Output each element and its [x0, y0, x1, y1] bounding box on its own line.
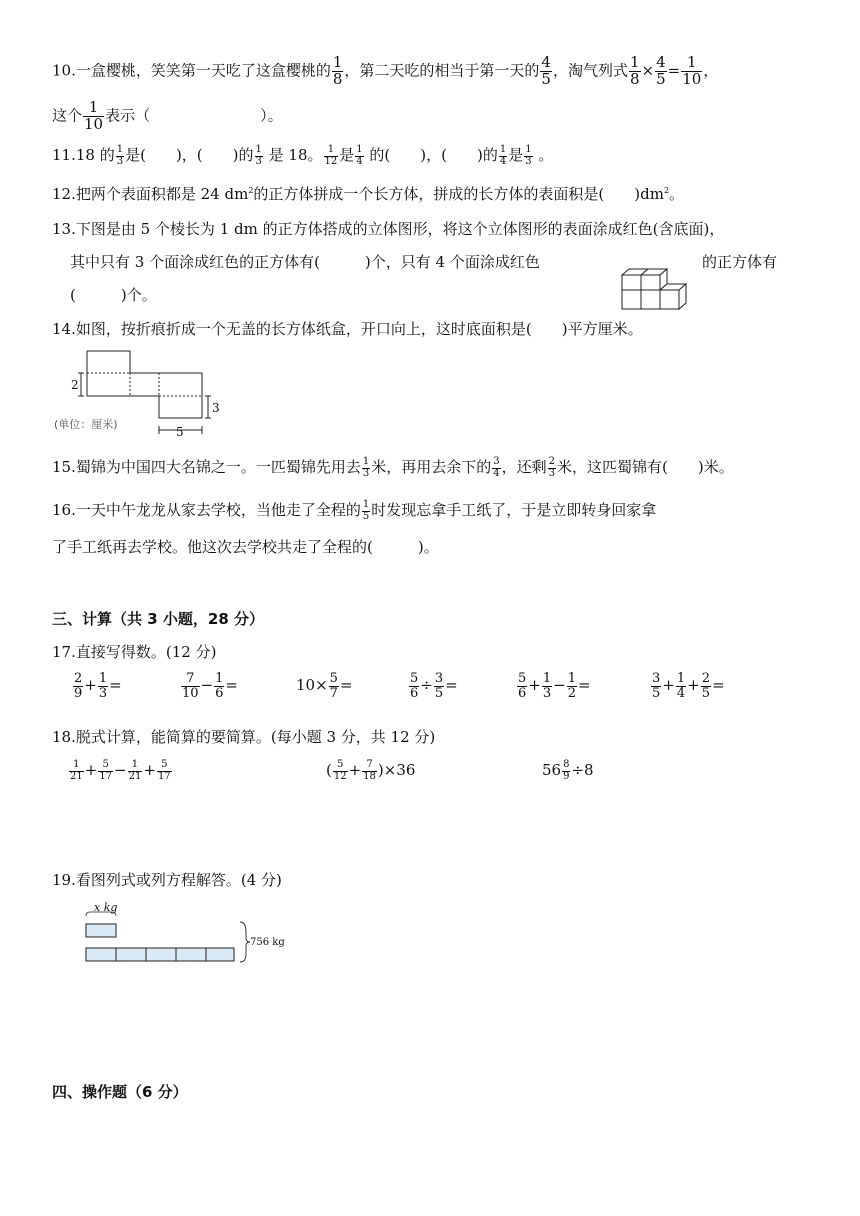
bar-model-figure [80, 898, 300, 968]
fraction: $\frac{1}{10}$ [682, 53, 702, 88]
fraction: $\frac{5}{6}$ [410, 671, 419, 701]
dim-left-label: 2 [71, 378, 79, 392]
fraction: $\frac{2}{3}$ [548, 456, 556, 479]
q12-line: 12.把两个表面积都是 24 $dm^2$的正方体拼成一个长方体，拼成的长方体的表面积是( )$dm^2$。 [52, 185, 685, 203]
fraction: $\frac{4}{5}$ [541, 53, 551, 88]
operator: = [339, 676, 353, 695]
fraction: $\frac{1}{6}$ [215, 671, 224, 701]
operator: + [84, 676, 97, 695]
fraction: $\frac{5}{17}$ [99, 759, 113, 782]
total-label: 756 kg [250, 937, 285, 948]
fraction: $\frac{1}{21}$ [70, 759, 83, 782]
q18-expression-1 [68, 760, 173, 782]
q18-expression-2 [326, 760, 415, 782]
operator: = [578, 676, 591, 695]
section-3-heading: 三、计算（共 3 小题，28 分） [52, 610, 264, 628]
q14-line: 14.如图，按折痕折成一个无盖的长方体纸盒，开口向上，这时底面积是( )平方厘米。 [52, 320, 643, 338]
q17-item [408, 672, 458, 700]
operator: ÷ [420, 676, 433, 695]
fraction: $\frac{1}{3}$ [98, 671, 108, 701]
box-net-figure [52, 346, 227, 442]
operator: − [553, 676, 566, 695]
dim-bottom-label: 5 [176, 425, 184, 439]
fraction: $\frac{3}{4}$ [493, 456, 500, 479]
q16-line1: 16.一天中午龙龙从家去学校，当他走了全程的 $\frac{1}{5}$ 时发现忘拿手工纸了，于是立即转身回家拿 [52, 499, 657, 522]
fraction: $\frac{4}{5}$ [656, 53, 666, 88]
operator: + [662, 676, 675, 695]
operator: = [712, 676, 725, 695]
operator: ( [326, 761, 332, 779]
fraction: $\frac{2}{9}$ [74, 671, 83, 701]
operator: = [109, 676, 122, 695]
fraction: $\frac{1}{4}$ [356, 144, 363, 167]
q18-expression-3 [542, 760, 594, 782]
operator: 56 [542, 761, 562, 779]
operator: + [348, 761, 362, 779]
x-kg-label: x kg [94, 901, 118, 914]
q10-line2: 这个 $\frac{1}{10}$ 表示（ ）。 [52, 98, 283, 133]
fraction: $\frac{1}{3}$ [525, 144, 532, 167]
unit-label: (单位：厘米) [54, 418, 118, 431]
operator: = [445, 676, 458, 695]
q19-title: 19.看图列式或列方程解答。(4 分) [52, 871, 282, 889]
fraction: $\frac{7}{10}$ [182, 671, 199, 701]
q17-title: 17.直接写得数。(12 分) [52, 643, 217, 661]
q13-line1: 13.下图是由 5 个棱长为 1 dm 的正方体搭成的立体图形，将这个立体图形的表面涂成红色(含底面)， [52, 220, 725, 238]
fraction: $\frac{8}{9}$ [563, 759, 570, 782]
q13-line3: ( )个。 [70, 286, 157, 304]
fraction: $\frac{1}{8}$ [332, 53, 343, 88]
fraction: $\frac{1}{3}$ [542, 671, 552, 701]
q15-line: 15.蜀锦为中国四大名锦之一。一匹蜀锦先用去 $\frac{1}{3}$ 米，再用去余下的 $\frac{3}{4}$ ，还剩 $\frac{2}{3}$ 米，这匹蜀锦有( )米。 [52, 456, 734, 479]
fraction: $\frac{1}{3}$ [116, 144, 124, 167]
fraction: $\frac{1}{8}$ [629, 53, 640, 88]
fraction: $\frac{5}{7}$ [329, 671, 338, 701]
operator: + [84, 761, 98, 779]
operator: = [225, 676, 238, 695]
fraction: $\frac{1}{4}$ [499, 144, 507, 167]
q17-item [72, 672, 122, 700]
fraction: $\frac{7}{18}$ [363, 759, 376, 782]
fraction: $\frac{5}{12}$ [333, 759, 347, 782]
operator: − [114, 761, 127, 779]
operator: − [200, 676, 214, 695]
q17-item [296, 672, 353, 700]
cube-stack-figure [618, 266, 690, 318]
fraction: $\frac{1}{12}$ [324, 144, 338, 167]
q13-line2b: 的正方体有 [702, 253, 778, 271]
q17-item [650, 672, 725, 700]
q13-line2a: 其中只有 3 个面涂成红色的正方体有( )个，只有 4 个面涂成红色 [70, 253, 540, 271]
q11-line: 11.18 的 $\frac{1}{3}$ 是( )，( )的 $\frac{1}{3}$ 是 18。 $\frac{1}{12}$ 是 $\frac{1}{4}$ 的( )，( )的 $\frac{1}{4}$ 是 $\frac{1}{3}$ 。 [52, 144, 554, 167]
fraction: $\frac{3}{5}$ [652, 671, 661, 701]
q17-item [180, 672, 238, 700]
operator: )×36 [377, 761, 416, 779]
q16-line2: 了手工纸再去学校。他这次去学校共走了全程的( )。 [52, 538, 439, 556]
section-4-heading: 四、操作题（6 分） [52, 1083, 188, 1101]
q17-item [516, 672, 591, 700]
fraction: $\frac{1}{2}$ [567, 671, 576, 701]
fraction: $\frac{1}{5}$ [362, 499, 370, 522]
fraction: $\frac{1}{4}$ [676, 671, 686, 701]
operator: + [528, 676, 541, 695]
operator: + [143, 761, 156, 779]
fraction: $\frac{1}{3}$ [255, 144, 262, 167]
q18-title: 18.脱式计算，能简算的要简算。(每小题 3 分，共 12 分) [52, 728, 436, 746]
fraction: $\frac{1}{3}$ [362, 456, 370, 479]
operator: + [687, 676, 700, 695]
q10-line1: 10.一盒樱桃，笑笑第一天吃了这盒樱桃的 $\frac{1}{8}$ ，第二天吃的相当于第一天的 $\frac{4}{5}$ ，淘气列式 $\frac{1}{8}$ × $\frac{4}{5}$ = $\frac{1}{10}$ ， [52, 53, 719, 88]
operator: 10× [296, 676, 328, 695]
fraction: $\frac{2}{5}$ [701, 671, 710, 701]
dim-right-label: 3 [212, 401, 220, 415]
fraction: $\frac{1}{10}$ [84, 98, 104, 133]
fraction: $\frac{5}{17}$ [157, 759, 171, 782]
operator: ÷8 [571, 761, 594, 779]
fraction: $\frac{3}{5}$ [434, 671, 444, 701]
fraction: $\frac{5}{6}$ [518, 671, 527, 701]
fraction: $\frac{1}{21}$ [128, 759, 142, 782]
